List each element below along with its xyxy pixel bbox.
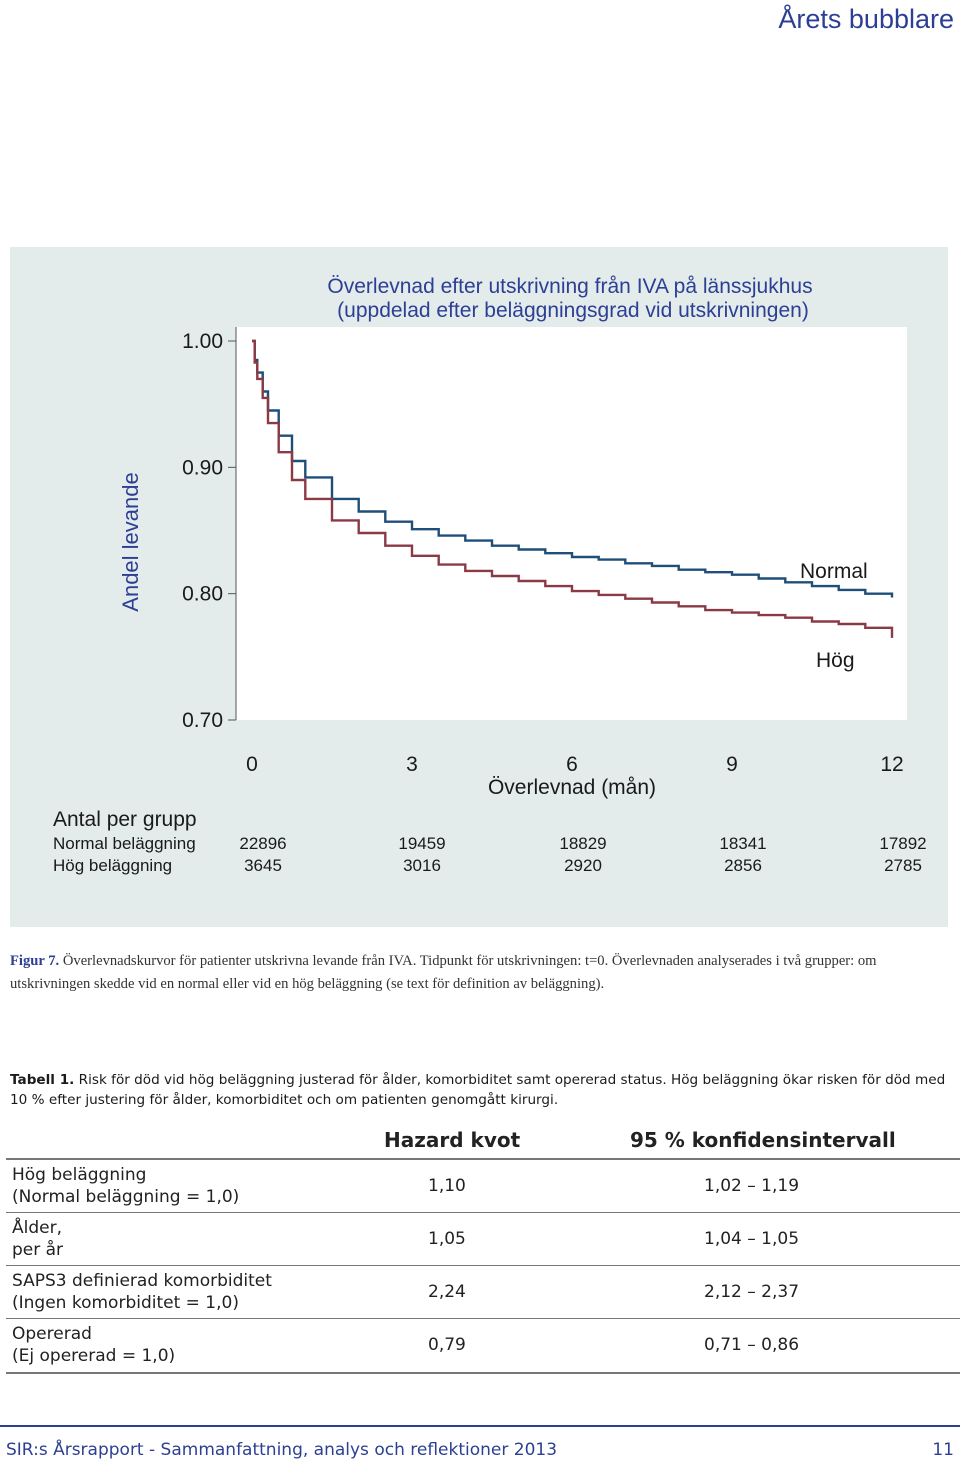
row-label-comorbidity [12,1270,272,1314]
risk-table-value: 18829 [559,834,607,853]
legend-hog-label: Hög [816,649,855,672]
x-tick-label: 12 [880,753,904,776]
hazard-value: 1,10 [428,1176,466,1196]
risk-table-value: 2856 [724,856,762,875]
y-tick-label: 0.80 [182,582,223,606]
risk-table-value: 3016 [403,856,441,875]
ci-value: 2,12 – 2,37 [704,1282,800,1302]
ci-value: 1,02 – 1,19 [704,1176,800,1196]
row-label-line1: Ålder, [12,1218,62,1238]
table-bottom-rule [6,1372,960,1374]
footer-rule [0,1425,960,1427]
row-label-line2: (Ingen komorbiditet = 1,0) [12,1293,239,1313]
legend-normal-label: Normal [800,560,868,583]
hazard-value: 1,05 [428,1229,466,1249]
risk-table-value: 22896 [239,834,287,853]
header-hazard-ratio: Hazard kvot [384,1128,521,1152]
row-label-age [12,1217,63,1261]
header-confidence-interval: 95 % konfidensintervall [630,1128,896,1152]
chart-title-line2: (uppdelad efter beläggningsgrad vid utskrivningen) [337,299,809,322]
x-tick-label: 9 [726,753,738,776]
risk-row-hog-label: Hög beläggning [53,856,173,875]
risk-row-normal-label: Normal beläggning [53,834,196,853]
row-label-line1: SAPS3 definierad komorbiditet [12,1271,272,1291]
figure-caption [10,950,945,996]
chart-title-line1: Överlevnad efter utskrivning från IVA på länssjukhus [327,275,813,298]
risk-table-value: 2785 [884,856,922,875]
y-axis-label: Andel levande [118,472,143,612]
table-caption-label: Tabell 1. [10,1072,75,1088]
page-section-title: Årets bubblare [778,4,954,34]
x-tick-label: 6 [566,753,578,776]
row-label-line2: (Normal beläggning = 1,0) [12,1187,240,1207]
x-tick-label: 0 [246,753,258,776]
risk-table-value: 2920 [564,856,602,875]
figure-caption-text: Överlevnadskurvor för patienter utskrivna levande från IVA. Tidpunkt för utskrivningen: t=0. Överlevnaden analyserades i två grupper: om utskrivningen skedde vid en normal eller vid en hög beläggning (se text för definition av beläggning). [10,953,877,992]
row-label-line1: Opererad [12,1324,92,1344]
ci-value: 1,04 – 1,05 [704,1229,800,1249]
risk-table-value: 3645 [244,856,282,875]
survival-chart [10,247,948,927]
risk-table-value: 18341 [719,834,767,853]
y-tick-label: 0.70 [182,709,223,732]
hazard-value: 0,79 [428,1335,466,1355]
x-axis-label: Överlevnad (mån) [487,776,657,799]
table-header-rule [6,1158,960,1160]
plot-area [236,327,907,720]
x-tick-label: 3 [406,753,418,776]
table-caption-text: Risk för död vid hög beläggning justerad för ålder, komorbiditet samt opererad status. Hög beläggning ökar risken för död med 10 % efter justering för ålder, komorbiditet och om patienten genomgått kirurgi. [10,1072,946,1108]
table-caption [10,1070,950,1110]
ci-value: 0,71 – 0,86 [704,1335,800,1355]
figure-caption-label: Figur 7. [10,953,60,969]
footer-report-title: SIR:s Årsrapport - Sammanfattning, analys och reflektioner 2013 [6,1440,558,1460]
survival-figure-panel [10,247,948,927]
risk-table-value: 17892 [879,834,927,853]
row-label-line2: per år [12,1240,64,1260]
row-label-line1: Hög beläggning [12,1165,147,1185]
risk-table-title: Antal per grupp [53,808,197,831]
y-tick-label: 1.00 [182,330,223,353]
hazard-value: 2,24 [428,1282,466,1302]
row-divider [6,1318,960,1319]
y-tick-label: 0.90 [182,456,223,480]
risk-table-value: 19459 [398,834,446,853]
row-label-operated [12,1323,175,1367]
row-divider [6,1265,960,1266]
page-number: 11 [932,1440,954,1460]
row-label-line2: (Ej opererad = 1,0) [12,1346,176,1366]
row-divider [6,1212,960,1213]
row-label-occupancy [12,1164,239,1208]
